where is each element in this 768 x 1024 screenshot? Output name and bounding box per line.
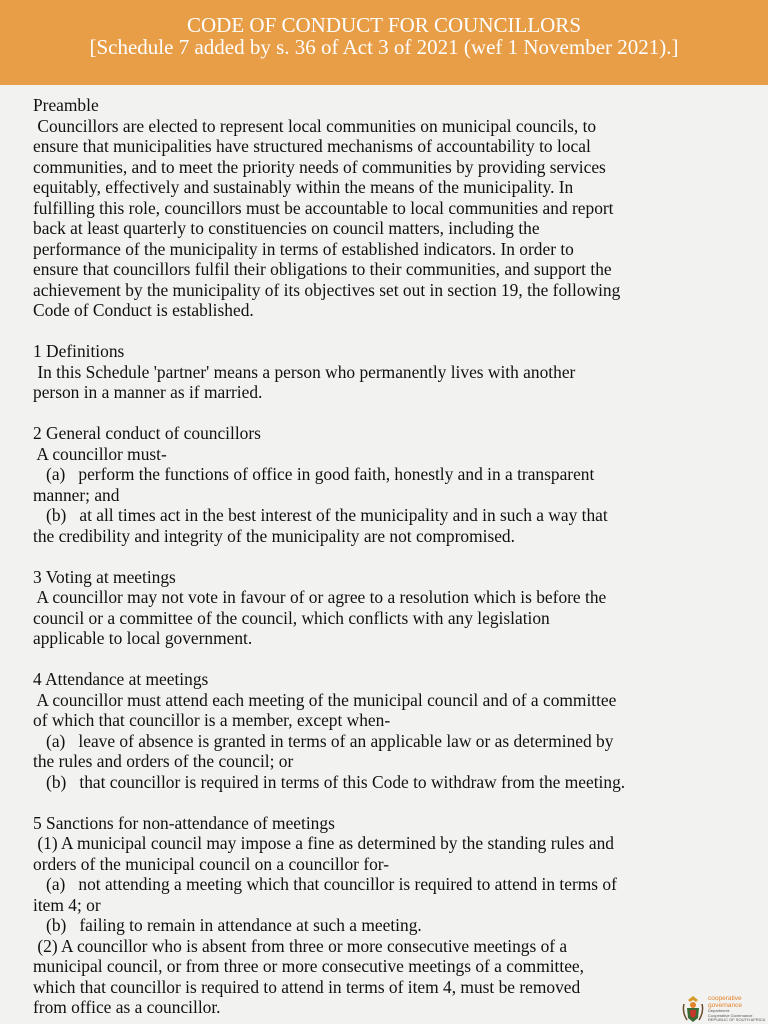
text-line: achievement by the municipality of its objectives set out in section 19, the following [33, 279, 621, 300]
text-line: which that councillor is required to attend in terms of item 4, must be removed [33, 976, 581, 997]
text-line: orders of the municipal council on a councillor for- [33, 853, 390, 874]
logo-text [708, 996, 765, 1023]
document-title: CODE OF CONDUCT FOR COUNCILLORS [187, 13, 581, 37]
section-heading-definitions: 1 Definitions [33, 341, 125, 361]
text-line: the credibility and integrity of the municipality are not compromised. [33, 525, 515, 546]
text-line: (b) at all times act in the best interest of the municipality and in such a way that [33, 505, 608, 525]
header-banner [0, 0, 768, 85]
section-heading-sanctions: 5 Sanctions for non-attendance of meetings [33, 812, 335, 833]
text-line: manner; and [33, 484, 120, 505]
text-line: (1) A municipal council may impose a fine as determined by the standing rules and [33, 833, 614, 853]
text-line: A councillor must- [33, 443, 167, 464]
text-line: In this Schedule 'partner' means a person who permanently lives with another [33, 361, 576, 382]
text-line: (2) A councillor who is absent from three or more consecutive meetings of a [33, 935, 568, 956]
text-line: council or a committee of the council, which conflicts with any legislation [33, 607, 550, 628]
text-line: Councillors are elected to represent local communities on municipal councils, to [33, 115, 597, 136]
logo-line: governance [708, 1001, 742, 1009]
section-heading-voting: 3 Voting at meetings [33, 566, 176, 587]
text-line: (b) failing to remain in attendance at such a meeting. [33, 915, 422, 935]
text-line: item 4; or [33, 894, 101, 915]
logo-line: cooperative [708, 995, 742, 1002]
text-line: communities, and to meet the priority needs of communities by providing services [33, 156, 606, 177]
document-subtitle: [Schedule 7 added by s. 36 of Act 3 of 2021 (wef 1 November 2021).] [89, 35, 679, 59]
text-line: person in a manner as if married. [33, 382, 263, 402]
text-line: ensure that councillors fulfil their obligations to their communities, and support the [33, 259, 612, 279]
logo-line: Cooperative Governance [708, 1012, 753, 1018]
text-line: (b) that councillor is required in terms of this Code to withdraw from the meeting. [33, 771, 626, 792]
text-line: equitably, effectively and sustainably within the means of the municipality. In [33, 177, 574, 197]
text-line: performance of the municipality in terms of established indicators. In order to [33, 238, 574, 259]
text-line: ensure that municipalities have structured mechanisms of accountability to local [33, 136, 591, 156]
text-line: municipal council, or from three or more consecutive meetings of a committee, [33, 956, 584, 976]
text-line: of which that councillor is a member, except when- [33, 710, 391, 730]
text-line: (a) leave of absence is granted in terms of an applicable law or as determined by [33, 730, 614, 751]
section-heading-attendance: 4 Attendance at meetings [33, 669, 209, 689]
text-line: Code of Conduct is established. [33, 300, 254, 320]
text-line: back at least quarterly to constituencies on council matters, including the [33, 218, 540, 238]
logo-line: Department: [708, 1008, 731, 1013]
preamble-heading: Preamble [33, 95, 99, 115]
text-line: (a) perform the functions of office in good faith, honestly and in a transparent [33, 464, 595, 484]
text-line: the rules and orders of the council; or [33, 751, 294, 771]
text-line: A councillor must attend each meeting of the municipal council and of a committee [33, 689, 617, 710]
cooperative-governance-logo [678, 994, 768, 1024]
text-line: A councillor may not vote in favour of or agree to a resolution which is before the [33, 587, 607, 607]
text-line: applicable to local government. [33, 628, 253, 648]
text-line: fulfilling this role, councillors must be accountable to local communities and report [33, 197, 614, 218]
document-body [33, 95, 738, 1018]
coat-of-arms-icon [680, 994, 706, 1024]
logo-line: REPUBLIC OF SOUTH AFRICA [708, 1017, 766, 1022]
section-heading-general-conduct: 2 General conduct of councillors [33, 423, 261, 443]
text-line: from office as a councillor. [33, 997, 221, 1017]
text-line: (a) not attending a meeting which that councillor is required to attend in terms of [33, 874, 617, 894]
